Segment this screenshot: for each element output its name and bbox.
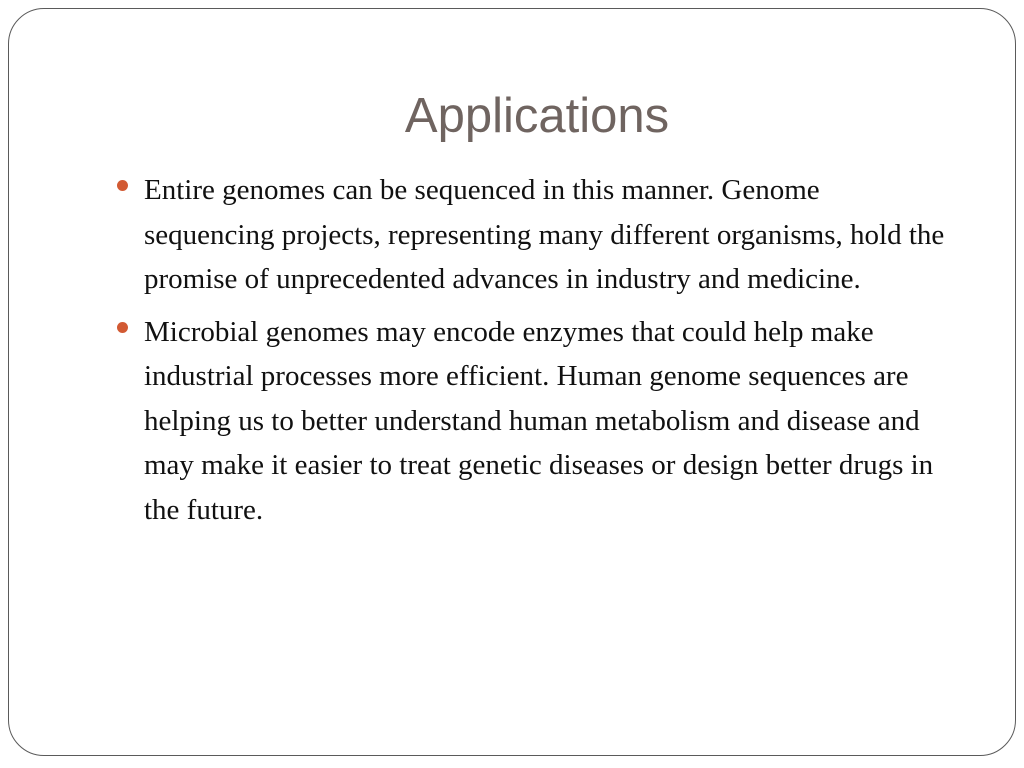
bullet-list <box>0 168 1024 540</box>
bullet-dot-icon <box>117 180 128 191</box>
slide-title: Applications <box>404 89 670 143</box>
bullet-dot-icon <box>117 322 128 333</box>
bullet-text: Microbial genomes may encode enzymes that could help make industrial processes more efficient. Human genome sequences are helping us to better understand human metabolism and disease and may make it easier to treat genetic diseases or design better drugs in the future. <box>144 315 934 526</box>
bullet-text: Entire genomes can be sequenced in this manner. Genome sequencing projects, representing many different organisms, hold the promise of unprecedented advances in industry and medicine. <box>144 174 945 295</box>
bullet-item <box>0 168 1024 302</box>
bullet-item <box>0 310 1024 533</box>
